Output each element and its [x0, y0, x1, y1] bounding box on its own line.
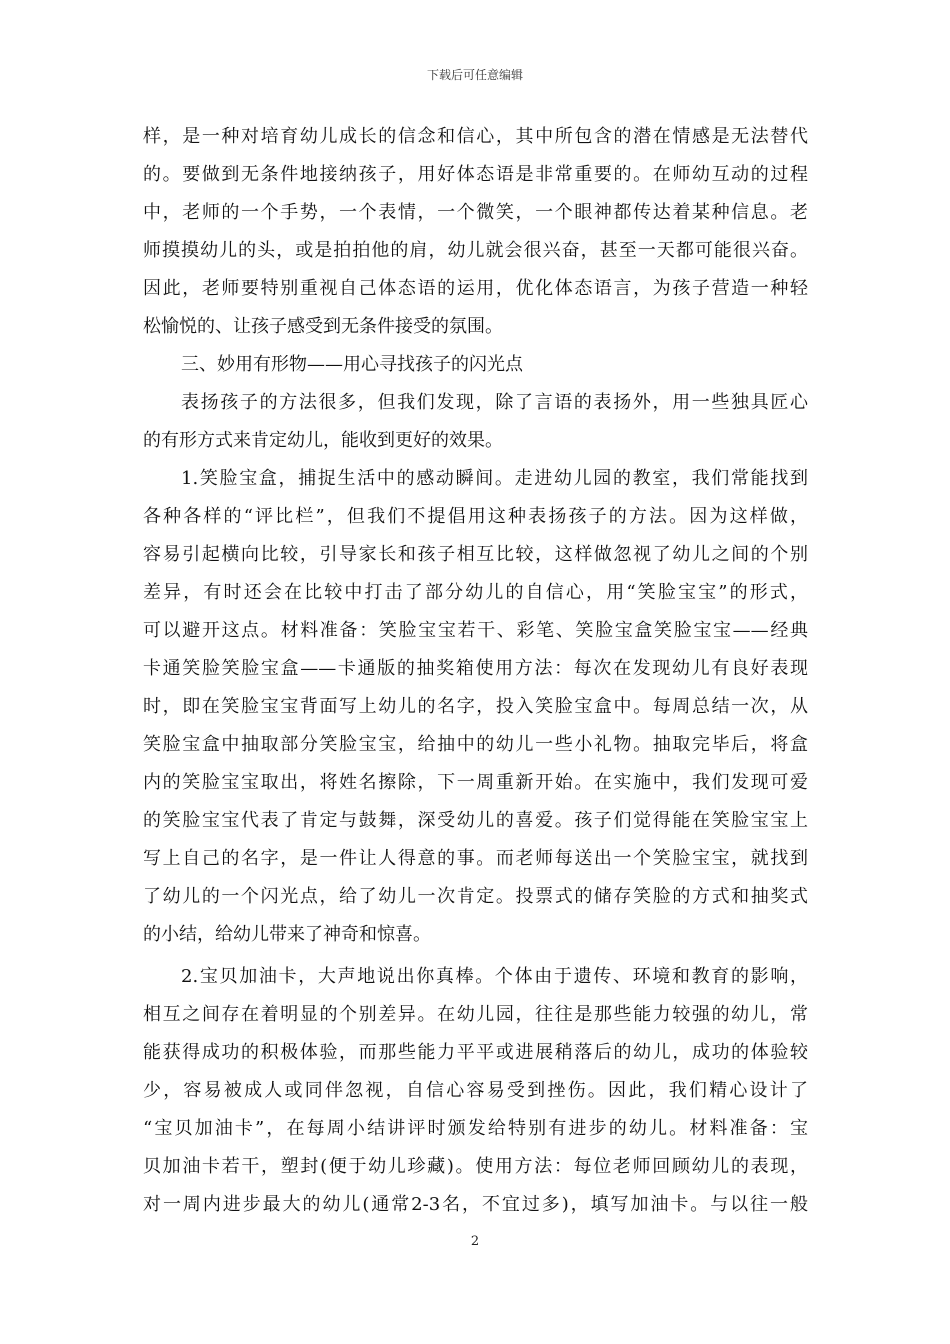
text-line: 差异，有时还会在比较中打击了部分幼儿的自信心，用“笑脸宝宝”的形式， — [143, 582, 808, 603]
text-line: 少，容易被成人或同伴忽视，自信心容易受到挫伤。因此，我们精心设计了 — [143, 1080, 808, 1101]
text-line: 能获得成功的积极体验，而那些能力平平或进展稍落后的幼儿，成功的体验较 — [143, 1042, 808, 1063]
text-line: 的小结，给幼儿带来了神奇和惊喜。 — [143, 924, 431, 945]
text-line: 了幼儿的一个闪光点，给了幼儿一次肯定。投票式的储存笑脸的方式和抽奖式 — [143, 886, 808, 907]
text-line: 表扬孩子的方法很多，但我们发现，除了言语的表扬外，用一些独具匠心 — [181, 392, 808, 413]
text-line: 笑脸宝盒中抽取部分笑脸宝宝，给抽中的幼儿一些小礼物。抽取完毕后，将盒 — [143, 734, 808, 755]
text-line: 2.宝贝加油卡，大声地说出你真棒。个体由于遗传、环境和教育的影响， — [181, 966, 808, 987]
text-line: 卡通笑脸笑脸宝盒——卡通版的抽奖箱使用方法：每次在发现幼儿有良好表现 — [143, 658, 808, 679]
text-line: 的。要做到无条件地接纳孩子，用好体态语是非常重要的。在师幼互动的过程 — [143, 164, 808, 185]
text-line: 内的笑脸宝宝取出，将姓名擦除，下一周重新开始。在实施中，我们发现可爱 — [143, 772, 808, 793]
section-heading: 三、妙用有形物——用心寻找孩子的闪光点 — [181, 354, 523, 375]
text-line: 各种各样的“评比栏”，但我们不提倡用这种表扬孩子的方法。因为这样做， — [143, 506, 808, 527]
text-line: 写上自己的名字，是一件让人得意的事。而老师每送出一个笑脸宝宝，就找到 — [143, 848, 808, 869]
text-line: “宝贝加油卡”，在每周小结讲评时颁发给特别有进步的幼儿。材料准备：宝 — [143, 1118, 808, 1139]
text-line: 因此，老师要特别重视自己体态语的运用，优化体态语言，为孩子营造一种轻 — [143, 278, 808, 299]
text-line: 师摸摸幼儿的头，或是拍拍他的肩，幼儿就会很兴奋，甚至一天都可能很兴奋。 — [143, 240, 808, 261]
page-number: 2 — [470, 1234, 480, 1249]
text-line: 中，老师的一个手势，一个表情，一个微笑，一个眼神都传达着某种信息。老 — [143, 202, 808, 223]
text-line: 相互之间存在着明显的个别差异。在幼儿园，往往是那些能力较强的幼儿，常 — [143, 1004, 808, 1025]
document-body — [143, 127, 808, 1233]
page-header: 下载后可任意编辑 — [426, 68, 523, 82]
text-line: 样，是一种对培育幼儿成长的信念和信心，其中所包含的潜在情感是无法替代 — [143, 126, 808, 147]
text-line: 的笑脸宝宝代表了肯定与鼓舞，深受幼儿的喜爱。孩子们觉得能在笑脸宝宝上 — [143, 810, 808, 831]
text-line: 松愉悦的、让孩子感受到无条件接受的氛围。 — [143, 316, 503, 337]
text-line: 时，即在笑脸宝宝背面写上幼儿的名字，投入笑脸宝盒中。每周总结一次，从 — [143, 696, 808, 717]
text-line: 1.笑脸宝盒，捕捉生活中的感动瞬间。走进幼儿园的教室，我们常能找到 — [181, 468, 808, 489]
text-line: 贝加油卡若干，塑封(便于幼儿珍藏)。使用方法：每位老师回顾幼儿的表现， — [143, 1156, 808, 1177]
text-line: 可以避开这点。材料准备：笑脸宝宝若干、彩笔、笑脸宝盒笑脸宝宝——经典 — [143, 620, 808, 641]
text-line: 容易引起横向比较，引导家长和孩子相互比较，这样做忽视了幼儿之间的个别 — [143, 544, 808, 565]
text-line: 对一周内进步最大的幼儿(通常2-3名，不宜过多)，填写加油卡。与以往一般 — [143, 1194, 808, 1215]
text-line: 的有形方式来肯定幼儿，能收到更好的效果。 — [143, 430, 503, 451]
